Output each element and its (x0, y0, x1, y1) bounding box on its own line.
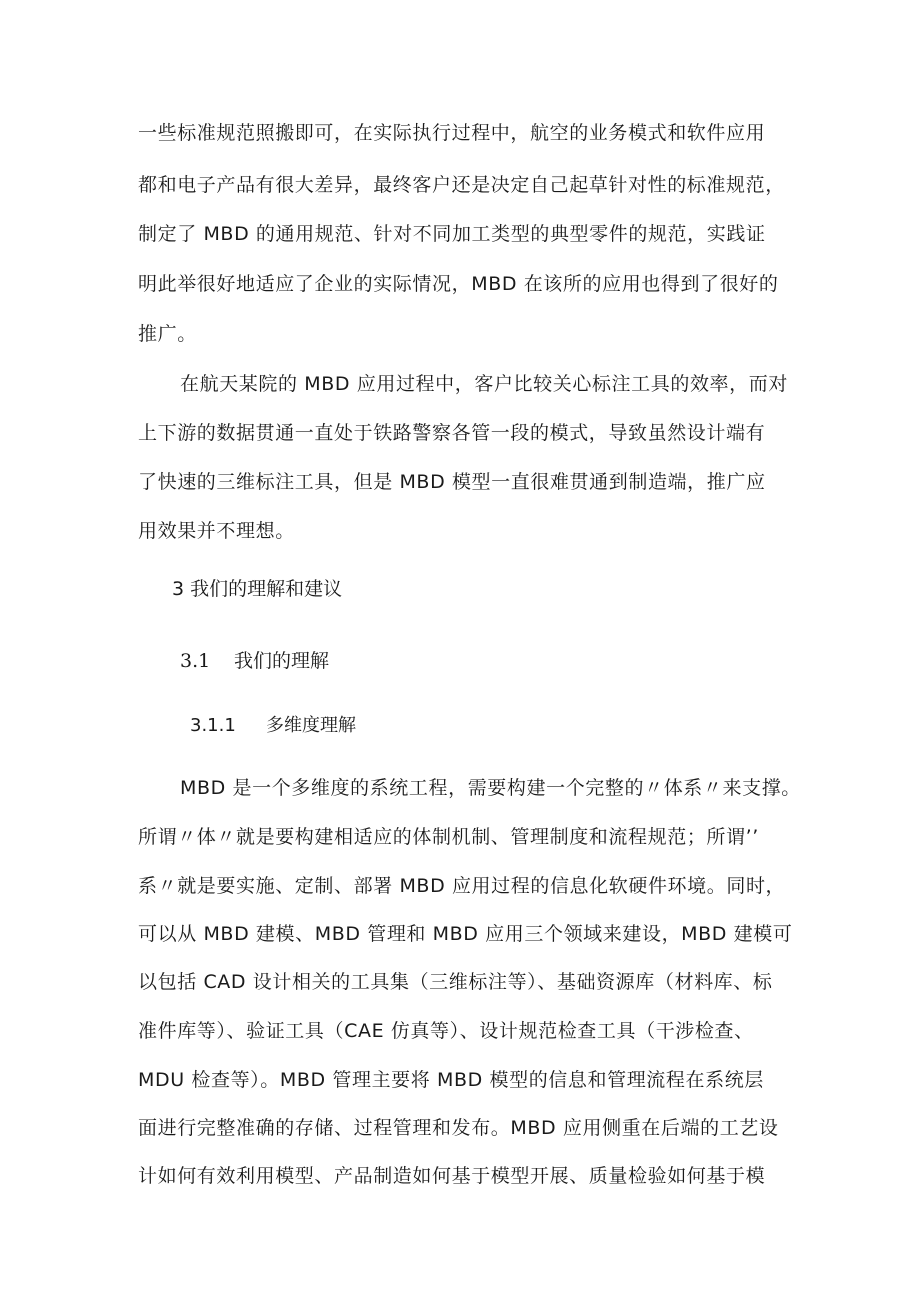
heading-3-1-number: 3.1 (180, 650, 211, 672)
paragraph-2-line-1: 在航天某院的 MBD 应用过程中，客户比较关心标注工具的效率，而对 (180, 373, 788, 395)
heading-3-1-title: 我们的理解 (234, 650, 330, 672)
paragraph-1-line-5: 推广。 (138, 323, 197, 345)
heading-3-1-1-number: 3.1.1 (190, 715, 236, 736)
paragraph-2-line-2: 上下游的数据贯通一直处于铁路警察各管一段的模式，导致虽然设计端有 (138, 422, 766, 444)
paragraph-3-line-6: 准件库等）、验证工具（CAE 仿真等）、设计规范检查工具（干涉检查、 (138, 1020, 754, 1042)
paragraph-3-line-4: 可以从 MBD 建模、MBD 管理和 MBD 应用三个领域来建设，MBD 建模可 (138, 923, 793, 945)
paragraph-3-line-7: MDU 检查等）。MBD 管理主要将 MBD 模型的信息和管理流程在系统层 (138, 1069, 764, 1091)
paragraph-3-line-1: MBD 是一个多维度的系统工程，需要构建一个完整的〃体系〃来支撑。 (180, 777, 801, 799)
paragraph-1-line-4: 明此举很好地适应了企业的实际情况，MBD 在该所的应用也得到了很好的 (138, 273, 779, 295)
heading-section-3-1 (180, 648, 329, 674)
paragraph-1-line-3: 制定了 MBD 的通用规范、针对不同加工类型的典型零件的规范，实践证 (138, 223, 766, 245)
paragraph-1-line-1: 一些标准规范照搬即可，在实际执行过程中，航空的业务模式和软件应用 (138, 122, 766, 144)
paragraph-1-line-2: 都和电子产品有很大差异，最终客户还是决定自己起草针对性的标准规范， (138, 174, 785, 196)
paragraph-2-line-3: 了快速的三维标注工具，但是 MBD 模型一直很难贯通到制造端，推广应 (138, 471, 766, 493)
paragraph-3-line-9: 计如何有效利用模型、产品制造如何基于模型开展、质量检验如何基于模 (138, 1165, 766, 1187)
paragraph-3-line-2: 所谓〃体〃就是要构建相适应的体制机制、管理制度和流程规范；所谓’’ (138, 826, 759, 848)
paragraph-3-line-8: 面进行完整准确的存储、过程管理和发布。MBD 应用侧重在后端的工艺设 (138, 1117, 779, 1139)
heading-section-3-1-1 (190, 713, 356, 739)
paragraph-2-line-4: 用效果并不理想。 (138, 520, 295, 542)
paragraph-3-line-3: 系〃就是要实施、定制、部署 MBD 应用过程的信息化软硬件环境。同时， (138, 875, 786, 897)
heading-3-1-1-title: 多维度理解 (266, 715, 356, 736)
paragraph-3-line-5: 以包括 CAD 设计相关的工具集（三维标注等）、基础资源库（材料库、标 (138, 971, 773, 993)
heading-section-3: 3 我们的理解和建议 (172, 578, 343, 600)
